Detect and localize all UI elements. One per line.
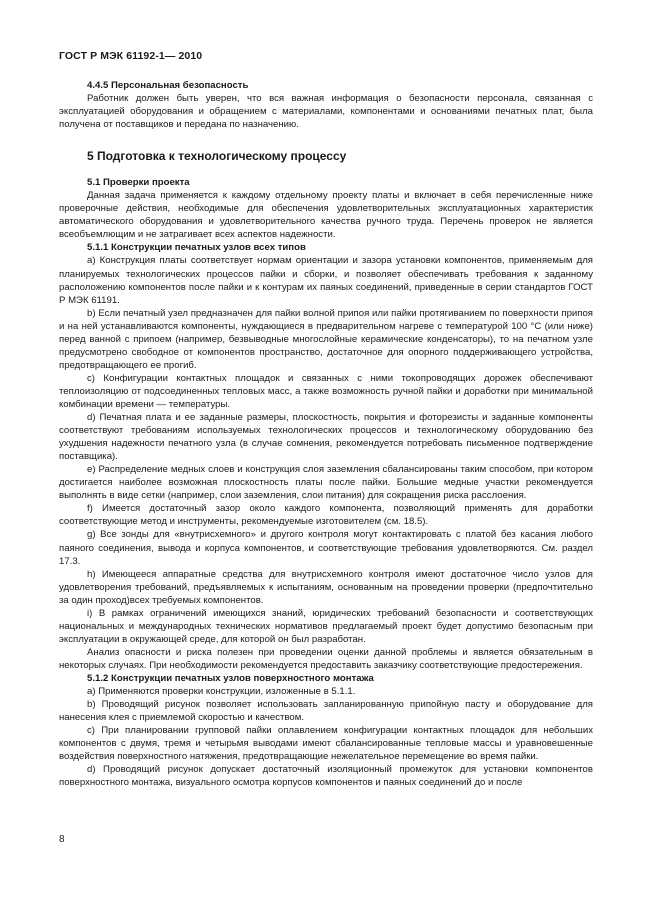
section-heading-5-1-2: 5.1.2 Конструкции печатных узлов поверхностного монтажа [87,672,374,684]
list-item: с) При планировании групповой пайки оплавлением конфигурации контактных площадок для небольших компонентов с двумя, тремя и четырьмя выводами имеют сбалансированные тепловые массы и уравновешенные воздействия поверхностного натяжения, предотвращающие нежелательное перемещение во время пайки. [59,725,593,763]
list-item: b) Проводящий рисунок позволяет использовать запланированную припойную пасту и оборудование для нанесения клея с приемлемой скоростью и качеством. [59,699,593,724]
list-item: i) В рамках ограничений имеющихся знаний, юридических требований безопасности и соответствующих национальных и международных технических нормативов предлагаемый проект будет допустимо безопасным при эксплуатации в окружающей среде, для которой он был разработан. [59,607,593,645]
list-item: d) Проводящий рисунок допускает достаточный изоляционный промежуток для установки компонентов поверхностного монтажа, визуального осмотра корпусов компонентов и паяных соединений до и после [59,764,593,789]
list-item: с) Конфигурации контактных площадок и связанных с ними токопроводящих дорожек обеспечивают теплоизоляцию от подсоединенных тепловых масс, а также возможность ручной пайки и доработки при минимальной комбинации времени — температуры. [59,372,593,410]
section-heading-5-1-1: 5.1.1 Конструкции печатных узлов всех типов [87,242,306,254]
list-item: f) Имеется достаточный зазор около каждого компонента, позволяющий применять для доработки соответствующие метод и инструменты, рекомендуемые изготовителем (см. 18.5). [59,503,593,528]
section-heading-5-1: 5.1 Проверки проекта [87,177,190,189]
page-number: 8 [59,834,65,845]
list-item: g) Все зонды для «внутрисхемного» и другого контроля могут контактировать с платой без касания любого паяного соединения, вывода и корпуса компонентов, и соответствующие требования удовлетворяются. См. раздел 17.3. [59,529,593,567]
paragraph: Работник должен быть уверен, что вся важная информация о безопасности персонала, связанная с эксплуатацией оборудования и обращением с материалами, компонентами и основаниями печатных плат, была получена от поставщиков и передана по назначению. [59,93,593,131]
list-item: h) Имеющееся аппаратные средства для внутрисхемного контроля имеют достаточное число узлов для удовлетворения требований, предъявляемых к испытаниям, основанным на проведении проверки (предпочтительно за один проход)всех требуемых компонентов. [59,568,593,606]
section-heading-5: 5 Подготовка к технологическому процессу [87,149,347,164]
list-item: b) Если печатный узел предназначен для пайки волной припоя или пайки протягиванием по поверхности припоя и на ней устанавливаются компоненты, нуждающиеся в предварительном нагреве с температурой 100 °С (или ниже) перед ванной с припоем (например, безвыводные многослойные керамические конденсаторы), то на печатном узле предусмотрено свободное от компонентов пространство, достаточное для опорного поддерживающего устройства, предотвращающего ее прогиб. [59,307,593,371]
paragraph: Анализ опасности и риска полезен при проведении оценки данной проблемы и является обязательным в некоторых случаях. При необходимости рекомендуется предоставить заказчику соответствующие предостережения. [59,646,593,671]
list-item: d) Печатная плата и ее заданные размеры, плоскостность, покрытия и фоторезисты и заданные компоненты соответствуют требованиям используемых технологических процессов и технологическому оборудованию без ухудшения надежности печатного узла (в случае сомнения, рекомендуется потребовать письменное подтверждение поставщика). [59,412,593,463]
paragraph: Данная задача применяется к каждому отдельному проекту платы и включает в себя перечисленные ниже проверочные действия, необходимые для обеспечения удовлетворительных эксплуатационных характеристик автоматического оборудования и удовлетворительного качества ручного труда. Перечень проверок не является всеобъемлющим и не затрагивает всех аспектов надежности. [59,190,593,241]
page-body [59,79,593,789]
document-header: ГОСТ Р МЭК 61192-1— 2010 [59,50,203,62]
section-heading-4-4-5: 4.4.5 Персональная безопасность [87,80,249,91]
list-item: а) Конструкция платы соответствует нормам ориентации и зазора установки компонентов, применяемым для планируемых технологических процессов пайки и сборки, и позволяет обеспечивать требования к заданному расположению компонентов после пайки и к контурам их паяных соединений, приведенные в серии стандартов ГОСТ Р МЭК 61191. [59,255,593,306]
list-item: а) Применяются проверки конструкции, изложенные в 5.1.1. [87,686,356,698]
list-item: е) Распределение медных слоев и конструкция слоя заземления сбалансированы таким способом, при котором достигается наиболее возможная плоскостность платы после пайки. Большие медные участки рекомендуется выполнять в виде сетки (например, слои заземления, слои питания) для сокращения риска расслоения. [59,464,593,502]
